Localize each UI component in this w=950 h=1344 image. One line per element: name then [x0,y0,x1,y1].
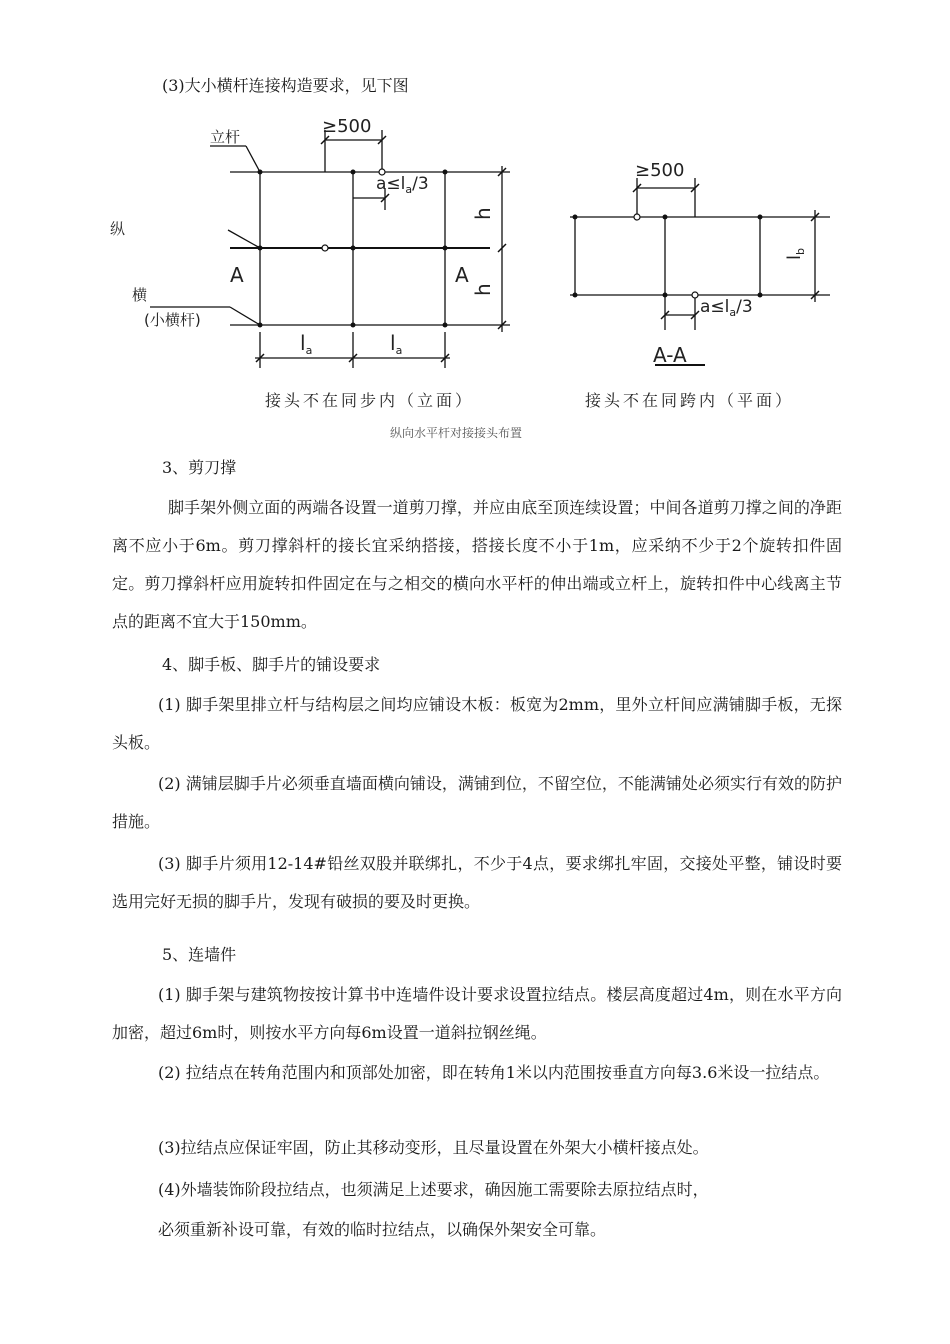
section-3-title: 3、剪刀撑 [162,458,237,477]
dim-la-1: $l_a$ [300,331,313,357]
section-5-item-4: (4)外墙装饰阶段拉结点，也须满足上述要求，确因施工需要除去原拉结点时， [158,1180,709,1199]
section-3-paragraph: 脚手架外侧立面的两端各设置一道剪刀撑，并应由底至顶连续设置；中间各道剪刀撑之间的净距离不应小于6m。剪刀撑斜杆的接长宜采纳搭接，搭接长度不小于1m，应采纳不少于2个旋转扣件固定。剪刀撑斜杆应用旋转扣件固定在与之相交的横向水平杆的伸出端或立杆上，旋转扣件中心线离主节点的距离不宜大于150mm。 [112,498,842,631]
dim-la-2: $l_a$ [390,331,403,357]
dim-500-left: ≥500 [322,116,372,137]
section-4-title: 4、脚手板、脚手片的铺设要求 [162,655,381,674]
label-zong: 纵 [110,220,126,238]
section-5-item-2: (2) 拉结点在转角范围内和顶部处加密，即在转角1米以内范围按垂直方向每3.6米设一拉结点。 [158,1063,830,1082]
label-ligan: 立杆 [210,128,241,146]
section-4-item-2: (2) 满铺层脚手片必须垂直墙面横向铺设，满铺到位，不留空位，不能满铺处必须实行有效的防护措施。 [112,774,842,831]
dim-a-left: $a\le l_a/3$ [376,174,429,196]
left-subtitle: 接头不在同步内（立面） [265,391,475,410]
dim-h-lower: h [471,283,495,296]
section-5-item-3: (3)拉结点应保证牢固，防止其移动变形，且尽量设置在外架大小横杆接点处。 [158,1138,709,1157]
label-xiaohenggan: (小横杆) [144,311,201,329]
label-heng: 横 [132,286,148,304]
joint-layout-figure [110,110,840,440]
dim-lb: $l_b$ [784,248,807,260]
dim-h-upper: h [471,207,495,220]
figure-caption: 纵向水平杆对接接头布置 [390,426,523,440]
dim-a-right: $a\le l_a/3$ [700,297,753,319]
section-a-a: A-A [653,343,687,367]
section-5-title: 5、连墙件 [162,945,237,964]
right-subtitle: 接头不在同跨内（平面） [585,391,795,410]
dim-500-right: ≥500 [635,160,685,181]
label-a-left: A [230,263,244,287]
section-4-item-1: (1) 脚手架里排立杆与结构层之间均应铺设木板：板宽为2mm，里外立杆间应满铺脚手板，无探头板。 [112,695,842,752]
section-4-item-3: (3) 脚手片须用12-14#铅丝双股并联绑扎，不少于4点，要求绑扎牢固，交接处平整，铺设时要选用完好无损的脚手片，发现有破损的要及时更换。 [112,854,842,911]
subsection-heading: (3)大小横杆连接构造要求，见下图 [162,76,409,95]
section-5-item-1: (1) 脚手架与建筑物按按计算书中连墙件设计要求设置拉结点。楼层高度超过4m，则在水平方向加密，超过6m时，则按水平方向每6m设置一道斜拉钢丝绳。 [112,985,842,1042]
label-a-right: A [455,263,469,287]
joint-layout-diagram [110,110,840,440]
section-5-item-5: 必须重新补设可靠，有效的临时拉结点，以确保外架安全可靠。 [158,1220,607,1239]
